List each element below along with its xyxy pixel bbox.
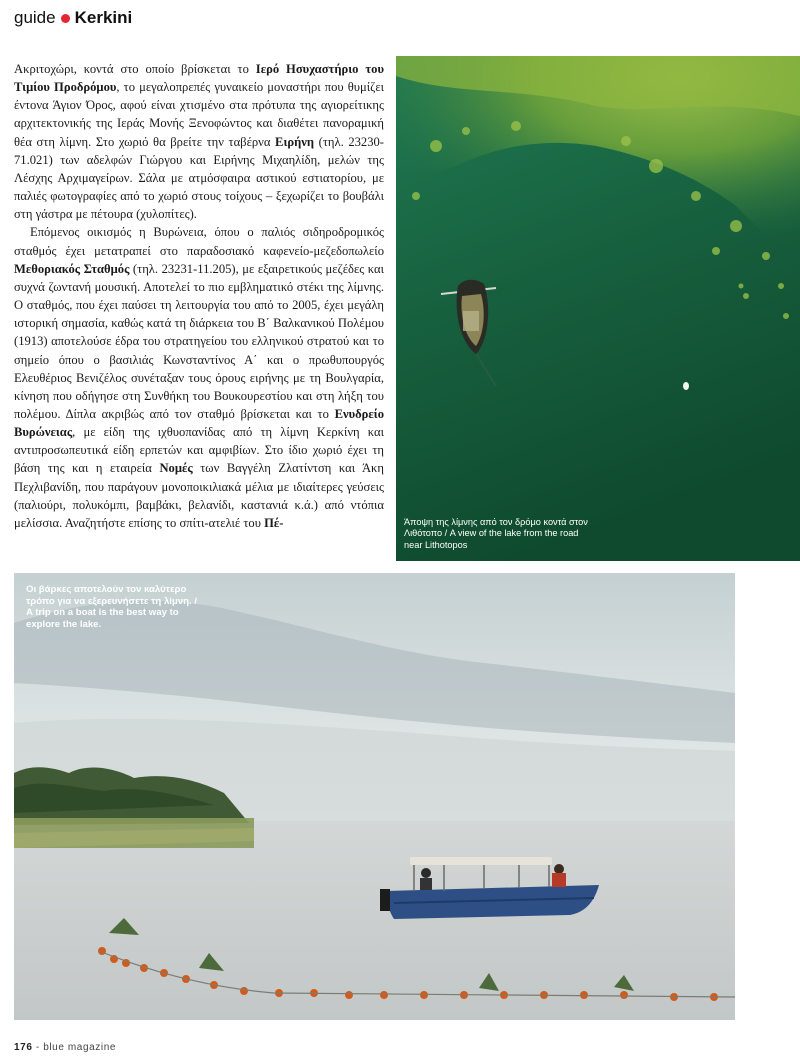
bold-term: Μεθοριακός Σταθμός — [14, 261, 130, 276]
bold-term: Νομές — [159, 461, 193, 476]
boat-photo-caption: Οι βάρκες αποτελούν τον καλύτερο τρόπο για να εξερευνήσετε τη λίμνη. / A trip on a boat is the best way to explore the lake. — [26, 584, 198, 630]
lake-aerial-image — [396, 56, 800, 561]
magazine-name: blue magazine — [43, 1042, 117, 1053]
header-guide-label: guide — [14, 8, 56, 27]
bold-term: Ενυδρείο Βυρώνειας — [14, 406, 384, 440]
bold-term: Ιερό Ησυχαστήριο του Τιμίου Προδρόμου — [14, 62, 384, 95]
lake-boat-image — [14, 573, 735, 1020]
lake-photo-caption: Άποψη της λίμνης από τον δρόμο κοντά στον Λιθότοπο / A view of the lake from the road near Lithotopos — [404, 516, 588, 550]
article-body — [14, 60, 384, 532]
lake-photo — [396, 56, 800, 561]
footer-separator: - — [32, 1042, 44, 1053]
bold-term: Ειρήνη — [275, 134, 315, 149]
page-header — [14, 6, 132, 30]
bold-term: Πέ- — [264, 515, 284, 530]
article-paragraph-1: Ακριτοχώρι, κοντά στο οποίο βρίσκεται το Ιερό Ησυχαστήριο του Τιμίου Προδρόμου, το μεγαλοπρεπές γυναικείο μοναστήρι που θυμίζει έντονα Άγιον Όρος, αφού είναι χτισμένο στα πρότυπα της αγιορείτικης αρχιτεκτονικής της Ιεράς Μονής Ξενοφώντος και διαθέτει πανοραμική θέα στη λίμνη. Στο χωριό θα βρείτε την ταβέρνα Ειρήνη (τηλ. 23230-71.021) των αδελφών Γιώργου και Ειρήνης Μιχαηλίδη, μελών της Λέσχης Αρχιμαγείρων. Σάλα με ατμόσφαιρα αστικού εστιατορίου, με παλιές φωτογραφίες από το χωριό στους τοίχους – ξεχωρίζει το βουβάλι στη γάστρα με πέτουρα (χυλοπίτες). — [14, 62, 385, 222]
header-section-title: Kerkini — [74, 8, 133, 27]
boat-photo — [14, 573, 735, 1020]
red-dot-icon — [61, 14, 70, 23]
page-footer — [14, 1042, 116, 1053]
article-paragraph-2: Επόμενος οικισμός η Βυρώνεια, όπου ο παλιός σιδηροδρομικός σταθμός έχει μετατραπεί στο παραδοσιακό καφενείο-μεζεδοπωλείο Μεθοριακός Σταθμός (τηλ. 23231-11.205), με εξαιρετικούς μεζέδες και συχνά ζωντανή μουσική. Αποτελεί το πιο εμβληματικό στέκι της λίμνης. Ο σταθμός, που έχει παύσει τη λειτουργία του από το 2005, έχει μεγάλη ιστορική σημασία, καθώς κατά τη διάρκεια του Β΄ Βαλκανικού Πολέμου (1913) αποτελούσε έδρα του στρατηγείου του ελληνικού στρατού και το σημείο όπου ο βασιλιάς Κωνσταντίνος Α΄ και ο πρωθυπουργός Ελευθέριος Βενιζέλος συνέταξαν τους όρους ειρήνης με τη Βουλγαρία, κίνηση που οδήγησε στη Συνθήκη του Βουκουρεστίου και στη λήξη του πολέμου. Δίπλα ακριβώς από τον σταθμό βρίσκεται και το Ενυδρείο Βυρώνειας, με είδη της ιχθυοπανίδας από τη λίμνη Κερκίνη και αντιπροσωπευτικά είδη ερπετών και αμφιβίων. Στο ίδιο χωριό έχει τη βάση της και η εταιρεία Νομές των Βαγγέλη Ζλατίντση και Άκη Πεχλιβανίδη, που παράγουν μονοποικιλιακά μέλια με ιδιαίτερες γεύσεις (παλιούρι, πολυκόμπι, βαμβάκι, βελανίδι, καστανιά κ.ά.) από ντόπια μελίσσια. Αναζητήστε επίσης το σπίτι-ατελιέ του Πέ- — [14, 225, 384, 530]
page-number: 176 — [14, 1042, 33, 1053]
